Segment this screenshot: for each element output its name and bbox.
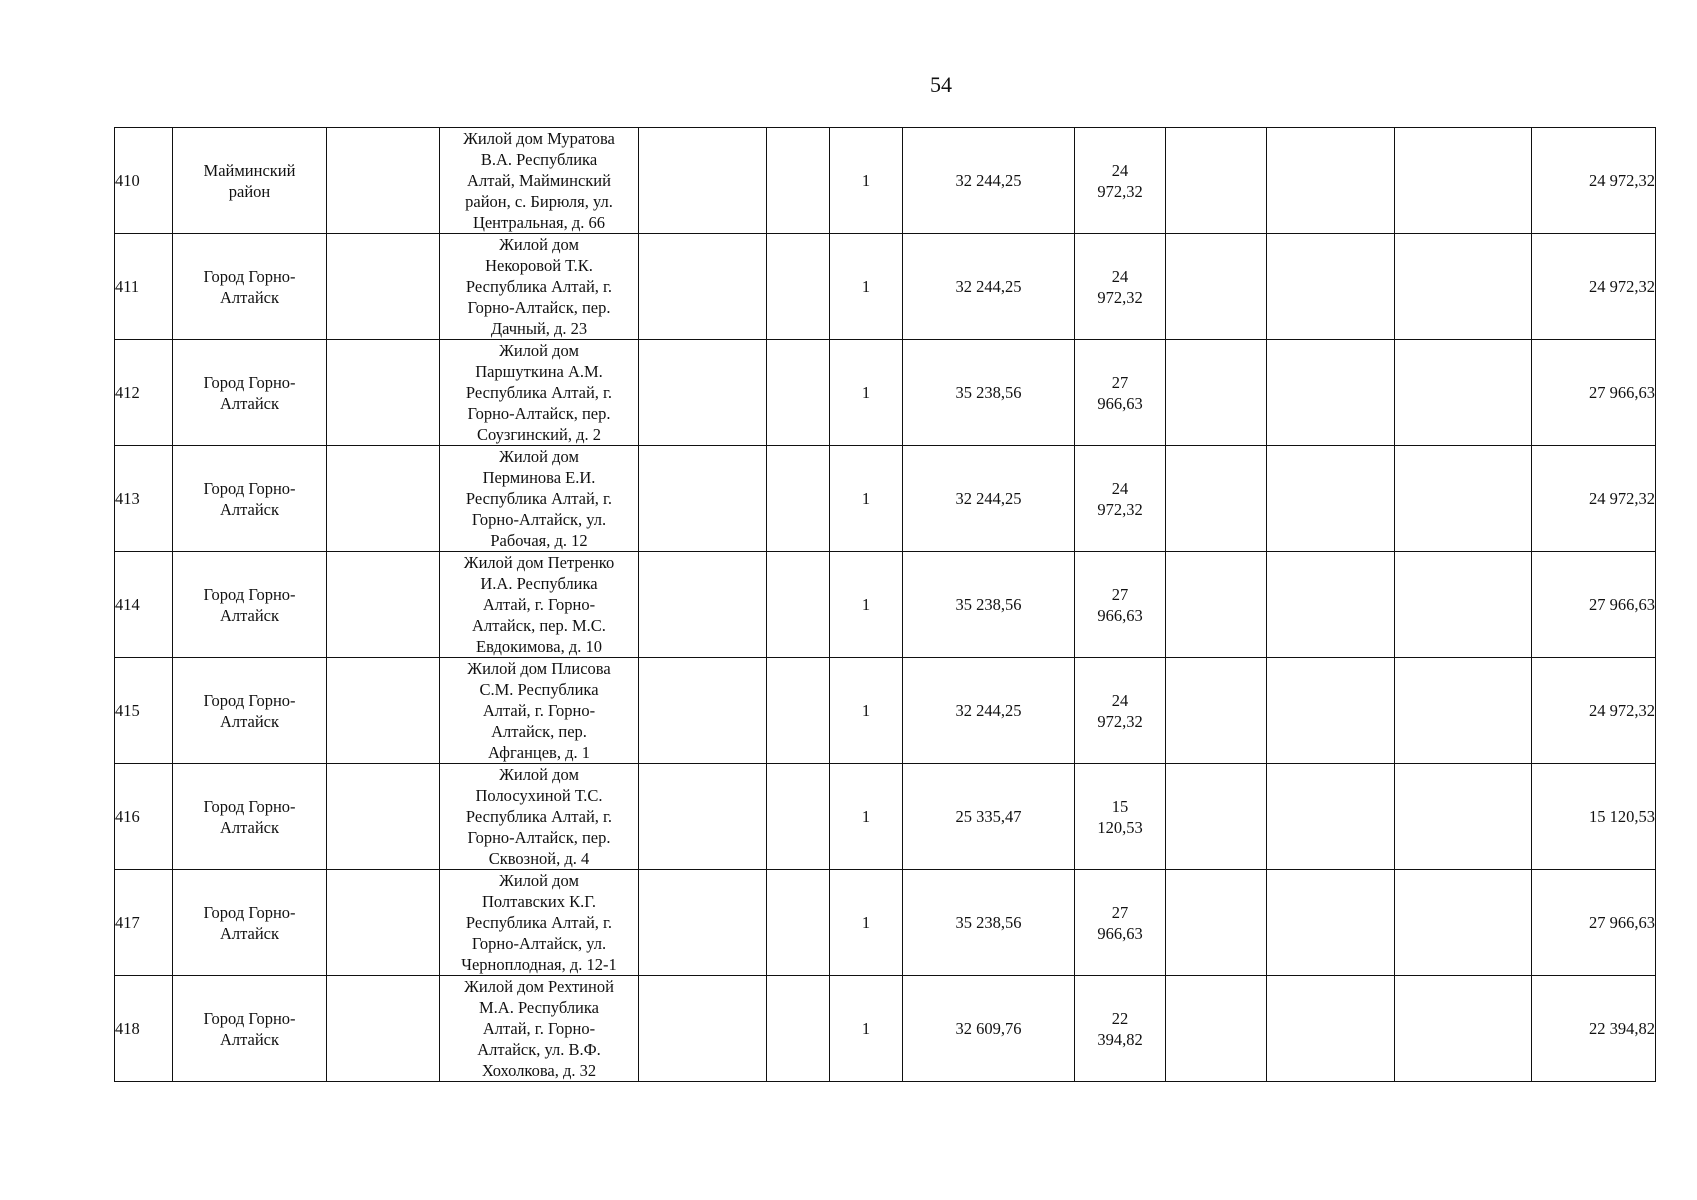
table-row xyxy=(115,658,1656,764)
amount-line: 394,82 xyxy=(1097,1029,1143,1049)
total-cell xyxy=(1532,340,1656,446)
empty-cell xyxy=(639,340,767,446)
quantity-value: 1 xyxy=(861,171,871,190)
row-number-cell xyxy=(115,976,173,1082)
row-number: 410 xyxy=(115,170,140,190)
object-line: Горно-Алтайск, ул. xyxy=(471,510,607,529)
cost-cell xyxy=(903,234,1075,340)
total-cell xyxy=(1532,976,1656,1082)
empty-cell xyxy=(1395,658,1532,764)
object-line: Алтай, Майминский xyxy=(467,171,611,190)
total-cell xyxy=(1532,870,1656,976)
total-cell xyxy=(1532,128,1656,234)
object-cell xyxy=(440,976,639,1082)
object-line: Республика Алтай, г. xyxy=(465,489,613,508)
empty-cell xyxy=(767,128,830,234)
amount-line: 966,63 xyxy=(1097,393,1143,413)
district-line: Город Горно- xyxy=(203,372,296,392)
amount-line: 24 xyxy=(1111,160,1129,180)
row-number: 412 xyxy=(115,382,140,402)
district-line: Город Горно- xyxy=(203,478,296,498)
row-number-cell xyxy=(115,764,173,870)
object-cell xyxy=(440,764,639,870)
empty-cell xyxy=(639,446,767,552)
object-line: Республика Алтай, г. xyxy=(465,383,613,402)
quantity-cell xyxy=(830,340,903,446)
empty-cell xyxy=(1267,658,1395,764)
total-cell xyxy=(1532,234,1656,340)
cost-value: 32 244,25 xyxy=(955,277,1022,296)
object-line: Некоровой Т.К. xyxy=(485,256,593,275)
total-cell xyxy=(1532,764,1656,870)
empty-cell xyxy=(767,976,830,1082)
empty-cell xyxy=(1395,552,1532,658)
row-number: 416 xyxy=(115,806,140,826)
empty-cell xyxy=(639,552,767,658)
cost-cell xyxy=(903,870,1075,976)
object-cell xyxy=(440,658,639,764)
empty-cell xyxy=(1166,658,1267,764)
quantity-value: 1 xyxy=(861,595,871,614)
empty-cell xyxy=(327,552,440,658)
empty-cell xyxy=(639,976,767,1082)
object-line: Жилой дом xyxy=(499,235,579,254)
total-cell xyxy=(1532,658,1656,764)
district-line: Майминский xyxy=(203,160,296,180)
object-line: Соузгинский, д. 2 xyxy=(477,425,601,444)
object-line: Рабочая, д. 12 xyxy=(490,531,588,550)
object-line: В.А. Республика xyxy=(480,150,598,169)
row-number: 415 xyxy=(115,700,140,720)
district-line: Город Горно- xyxy=(203,902,296,922)
empty-cell xyxy=(1166,870,1267,976)
object-cell xyxy=(440,870,639,976)
district-line: Город Горно- xyxy=(203,584,296,604)
empty-cell xyxy=(1267,552,1395,658)
empty-cell xyxy=(1395,764,1532,870)
object-line: Жилой дом xyxy=(499,871,579,890)
object-line: Республика Алтай, г. xyxy=(465,807,613,826)
row-number: 413 xyxy=(115,488,140,508)
object-line: Жилой дом Муратова xyxy=(463,129,615,148)
district-cell xyxy=(173,234,327,340)
row-number-cell xyxy=(115,446,173,552)
empty-cell xyxy=(1267,234,1395,340)
amount-cell xyxy=(1075,340,1166,446)
amount-line: 966,63 xyxy=(1097,923,1143,943)
amount-line: 966,63 xyxy=(1097,605,1143,625)
empty-cell xyxy=(327,870,440,976)
empty-cell xyxy=(767,870,830,976)
amount-cell xyxy=(1075,128,1166,234)
row-number-cell xyxy=(115,128,173,234)
empty-cell xyxy=(1166,128,1267,234)
empty-cell xyxy=(327,340,440,446)
page-number: 54 xyxy=(930,72,952,97)
amount-cell xyxy=(1075,446,1166,552)
empty-cell xyxy=(1395,234,1532,340)
object-line: Жилой дом xyxy=(499,447,579,466)
cost-cell xyxy=(903,340,1075,446)
empty-cell xyxy=(1267,870,1395,976)
quantity-value: 1 xyxy=(861,277,871,296)
empty-cell xyxy=(639,764,767,870)
cost-cell xyxy=(903,446,1075,552)
empty-cell xyxy=(327,658,440,764)
district-line: Алтайск xyxy=(219,499,280,519)
quantity-cell xyxy=(830,446,903,552)
table-body xyxy=(115,128,1656,1082)
row-number-cell xyxy=(115,552,173,658)
amount-line: 24 xyxy=(1111,478,1129,498)
district-line: Алтайск xyxy=(219,817,280,837)
object-line: Алтай, г. Горно- xyxy=(482,701,596,720)
district-line: Алтайск xyxy=(219,605,280,625)
quantity-value: 1 xyxy=(861,913,871,932)
empty-cell xyxy=(1395,870,1532,976)
district-cell xyxy=(173,446,327,552)
empty-cell xyxy=(1395,340,1532,446)
quantity-cell xyxy=(830,976,903,1082)
amount-line: 15 xyxy=(1111,796,1129,816)
object-line: Полосухиной Т.С. xyxy=(475,786,603,805)
object-line: Полтавских К.Г. xyxy=(481,892,597,911)
quantity-cell xyxy=(830,234,903,340)
total-value: 24 972,32 xyxy=(1589,171,1655,190)
total-value: 24 972,32 xyxy=(1589,277,1655,296)
object-line: Сквозной, д. 4 xyxy=(488,849,590,868)
table-row xyxy=(115,340,1656,446)
quantity-cell xyxy=(830,764,903,870)
district-cell xyxy=(173,340,327,446)
empty-cell xyxy=(1395,128,1532,234)
amount-line: 27 xyxy=(1111,902,1129,922)
empty-cell xyxy=(1267,764,1395,870)
amount-line: 24 xyxy=(1111,266,1129,286)
object-cell xyxy=(440,340,639,446)
cost-value: 32 244,25 xyxy=(955,489,1022,508)
district-line: Город Горно- xyxy=(203,690,296,710)
row-number: 411 xyxy=(115,276,140,296)
empty-cell xyxy=(1267,976,1395,1082)
empty-cell xyxy=(1395,976,1532,1082)
object-line: Жилой дом Рехтиной xyxy=(464,977,614,996)
cost-value: 35 238,56 xyxy=(955,595,1022,614)
district-cell xyxy=(173,764,327,870)
object-line: Хохолкова, д. 32 xyxy=(481,1061,597,1080)
empty-cell xyxy=(1166,340,1267,446)
district-line: Город Горно- xyxy=(203,796,296,816)
cost-cell xyxy=(903,976,1075,1082)
amount-line: 120,53 xyxy=(1097,817,1143,837)
amount-line: 24 xyxy=(1111,690,1129,710)
empty-cell xyxy=(767,234,830,340)
total-value: 27 966,63 xyxy=(1589,595,1655,614)
district-cell xyxy=(173,976,327,1082)
district-cell xyxy=(173,552,327,658)
amount-line: 972,32 xyxy=(1097,499,1143,519)
district-line: Алтайск xyxy=(219,393,280,413)
object-line: Горно-Алтайск, ул. xyxy=(471,934,607,953)
amount-line: 27 xyxy=(1111,372,1129,392)
cost-value: 32 609,76 xyxy=(955,1019,1022,1038)
empty-cell xyxy=(767,446,830,552)
district-cell xyxy=(173,658,327,764)
cost-cell xyxy=(903,552,1075,658)
object-line: Евдокимова, д. 10 xyxy=(476,637,602,656)
object-line: Жилой дом xyxy=(499,765,579,784)
amount-cell xyxy=(1075,658,1166,764)
object-line: Алтай, г. Горно- xyxy=(482,595,596,614)
empty-cell xyxy=(1166,552,1267,658)
object-line: Афганцев, д. 1 xyxy=(488,743,590,762)
table-row xyxy=(115,976,1656,1082)
object-cell xyxy=(440,128,639,234)
row-number-cell xyxy=(115,658,173,764)
table-row xyxy=(115,446,1656,552)
total-value: 22 394,82 xyxy=(1589,1019,1655,1038)
row-number-cell xyxy=(115,234,173,340)
object-line: Алтайск, пер. xyxy=(491,722,587,741)
row-number: 417 xyxy=(115,912,140,932)
quantity-value: 1 xyxy=(861,1019,871,1038)
cost-cell xyxy=(903,128,1075,234)
district-line: Город Горно- xyxy=(203,266,296,286)
district-line: Алтайск xyxy=(219,287,280,307)
quantity-cell xyxy=(830,658,903,764)
total-value: 15 120,53 xyxy=(1589,807,1655,826)
quantity-value: 1 xyxy=(861,807,871,826)
object-line: Республика Алтай, г. xyxy=(465,277,613,296)
cost-value: 32 244,25 xyxy=(955,701,1022,720)
quantity-cell xyxy=(830,870,903,976)
total-value: 27 966,63 xyxy=(1589,383,1655,402)
amount-cell xyxy=(1075,764,1166,870)
cost-value: 35 238,56 xyxy=(955,383,1022,402)
empty-cell xyxy=(639,658,767,764)
cost-cell xyxy=(903,764,1075,870)
object-line: Горно-Алтайск, пер. xyxy=(467,404,611,423)
object-line: Республика Алтай, г. xyxy=(465,913,613,932)
amount-line: 22 xyxy=(1111,1008,1129,1028)
object-line: Алтай, г. Горно- xyxy=(482,1019,596,1038)
empty-cell xyxy=(1166,446,1267,552)
empty-cell xyxy=(1166,764,1267,870)
empty-cell xyxy=(1166,234,1267,340)
quantity-value: 1 xyxy=(861,383,871,402)
table-row xyxy=(115,128,1656,234)
district-line: Алтайск xyxy=(219,711,280,731)
total-value: 27 966,63 xyxy=(1589,913,1655,932)
empty-cell xyxy=(767,340,830,446)
empty-cell xyxy=(639,128,767,234)
cost-value: 25 335,47 xyxy=(955,807,1022,826)
row-number-cell xyxy=(115,870,173,976)
total-cell xyxy=(1532,446,1656,552)
amount-cell xyxy=(1075,976,1166,1082)
district-line: Город Горно- xyxy=(203,1008,296,1028)
object-line: С.М. Республика xyxy=(479,680,599,699)
amount-line: 972,32 xyxy=(1097,287,1143,307)
row-number-cell xyxy=(115,340,173,446)
object-line: Перминова Е.И. xyxy=(482,468,596,487)
empty-cell xyxy=(1166,976,1267,1082)
object-line: И.А. Республика xyxy=(480,574,598,593)
data-table xyxy=(114,127,1656,1082)
empty-cell xyxy=(327,976,440,1082)
row-number: 414 xyxy=(115,594,140,614)
amount-line: 27 xyxy=(1111,584,1129,604)
object-line: район, с. Бирюля, ул. xyxy=(465,192,613,211)
empty-cell xyxy=(1267,340,1395,446)
district-line: Алтайск xyxy=(219,923,280,943)
empty-cell xyxy=(1267,446,1395,552)
empty-cell xyxy=(767,764,830,870)
quantity-value: 1 xyxy=(861,489,871,508)
quantity-cell xyxy=(830,128,903,234)
total-value: 24 972,32 xyxy=(1589,489,1655,508)
empty-cell xyxy=(767,552,830,658)
quantity-cell xyxy=(830,552,903,658)
object-line: Жилой дом xyxy=(499,341,579,360)
total-cell xyxy=(1532,552,1656,658)
object-cell xyxy=(440,446,639,552)
empty-cell xyxy=(1395,446,1532,552)
object-line: Алтайск, ул. В.Ф. xyxy=(477,1040,601,1059)
empty-cell xyxy=(327,764,440,870)
amount-line: 972,32 xyxy=(1097,711,1143,731)
empty-cell xyxy=(639,870,767,976)
amount-line: 972,32 xyxy=(1097,181,1143,201)
object-line: Горно-Алтайск, пер. xyxy=(467,828,611,847)
cost-value: 32 244,25 xyxy=(955,171,1022,190)
empty-cell xyxy=(639,234,767,340)
object-line: М.А. Республика xyxy=(479,998,599,1017)
district-line: район xyxy=(228,181,271,201)
object-line: Жилой дом Плисова xyxy=(467,659,611,678)
district-line: Алтайск xyxy=(219,1029,280,1049)
empty-cell xyxy=(327,128,440,234)
object-line: Жилой дом Петренко xyxy=(463,553,615,572)
total-value: 24 972,32 xyxy=(1589,701,1655,720)
table-row xyxy=(115,764,1656,870)
quantity-value: 1 xyxy=(861,701,871,720)
amount-cell xyxy=(1075,870,1166,976)
empty-cell xyxy=(327,446,440,552)
cost-cell xyxy=(903,658,1075,764)
table-row xyxy=(115,870,1656,976)
table-row xyxy=(115,552,1656,658)
object-cell xyxy=(440,552,639,658)
table-row xyxy=(115,234,1656,340)
cost-value: 35 238,56 xyxy=(955,913,1022,932)
row-number: 418 xyxy=(115,1018,140,1038)
object-line: Горно-Алтайск, пер. xyxy=(467,298,611,317)
empty-cell xyxy=(1267,128,1395,234)
district-cell xyxy=(173,128,327,234)
object-line: Алтайск, пер. М.С. xyxy=(472,616,606,635)
object-line: Паршуткина А.М. xyxy=(475,362,603,381)
amount-cell xyxy=(1075,552,1166,658)
empty-cell xyxy=(327,234,440,340)
empty-cell xyxy=(767,658,830,764)
object-cell xyxy=(440,234,639,340)
object-line: Черноплодная, д. 12-1 xyxy=(461,955,617,974)
object-line: Дачный, д. 23 xyxy=(490,319,588,338)
object-line: Центральная, д. 66 xyxy=(472,213,606,232)
amount-cell xyxy=(1075,234,1166,340)
district-cell xyxy=(173,870,327,976)
